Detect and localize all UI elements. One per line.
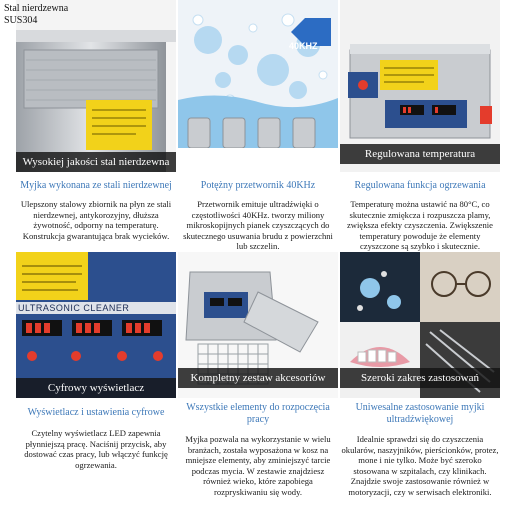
panel-applications: [340, 252, 500, 512]
panel-description: Idealnie sprawdzi się do czyszczenia okularów, naszyjników, pierścionków, protez, mone i nie tylko. Może być szeroko stosowana w szpitalach, czy klinikach. Znajdzie swoje zastosowanie również w motoryzacji, czy w serwisach elektroniki.: [341, 434, 499, 497]
panel-stainless-steel: [4, 0, 176, 250]
panel-title-text: ULTRASONIC CLEANER: [18, 303, 130, 313]
control-panel-image: [16, 252, 176, 398]
panel-caption: Cyfrowy wyświetlacz: [16, 378, 176, 398]
panel-description: Temperaturę można ustawić na 80°C, co skutecznie zmiękcza i rozpuszcza plamy, zwiększa efekty czyszczenia. Zwiększenie temperatury powoduje że elementy czyszczone są szybko i skutecznie.: [346, 199, 493, 252]
panel-caption: Wysokiej jakości stal nierdzewna: [16, 152, 176, 172]
panel-caption: Kompletny zestaw akcesoriów: [178, 368, 338, 388]
panel-temperature: [340, 0, 500, 250]
panel-subtitle: Potężny przetwornik 40KHz: [200, 180, 316, 191]
panel-subtitle: Wyświetlacz i ustawienia cyfrowe: [27, 407, 165, 418]
applications-photo: [340, 252, 500, 398]
material-label-line-1: Stal nierdzewna: [4, 3, 69, 14]
control-panel-photo: [16, 252, 176, 398]
frequency-badge: 40KHZ: [289, 41, 318, 51]
panel-subtitle: Regulowana funkcja ogrzewania: [354, 180, 486, 191]
panel-subtitle: Uniwesalne zastosowanie myjki ultradźwiękowej: [355, 402, 485, 425]
transducer-photo: [178, 0, 338, 172]
panel-caption: Regulowana temperatura: [340, 144, 500, 164]
panel-description: Ulepszony stalowy zbiornik na płyn ze stali nierdzewnej, antykorozyjny, dłuższa żywotność, odporny na temperaturę. Konstrukcja gwarantująca brak wycieków.: [20, 199, 172, 241]
panel-description: Przetwornik emituje ultradźwięki o częstotliwości 40KHz. tworzy miliony mikroskopijnych pianek czyszczących do skutecznego usuwania brudu z powierzchni lub szczelin.: [183, 199, 333, 252]
panel-description: Myjka pozwala na wykorzystanie w wielu branżach, została wyposażona w kosz na mniejsze elementy, aby zminiejszyć tarcie podczas mycia. W zestawie znajdziesz również wieko, które zapobiega rozpryskiwaniu się wody.: [185, 434, 331, 497]
material-label-line-2: SUS304: [4, 15, 38, 26]
panel-digital-display: [16, 252, 176, 512]
material-label: [4, 3, 68, 27]
accessories-photo: [178, 252, 338, 398]
stainless-steel-photo: [4, 0, 176, 172]
temperature-photo: [340, 0, 500, 172]
panel-subtitle: Myjka wykonana ze stali nierdzewnej: [20, 180, 172, 191]
panel-subtitle: Wszystkie elementy do rozpoczęcia pracy: [186, 402, 330, 425]
panel-caption: Szeroki zakres zastosowań: [340, 368, 500, 388]
panel-transducer: [178, 0, 338, 250]
panel-accessories: [178, 252, 338, 512]
transducer-image: [178, 0, 338, 172]
panel-description: Czytelny wyświetlacz LED zapewnia płynniejszą pracę. Naciśnij przycisk, aby dostować czas pracy, lub włączyć funkcję ogrzewania.: [24, 428, 168, 470]
